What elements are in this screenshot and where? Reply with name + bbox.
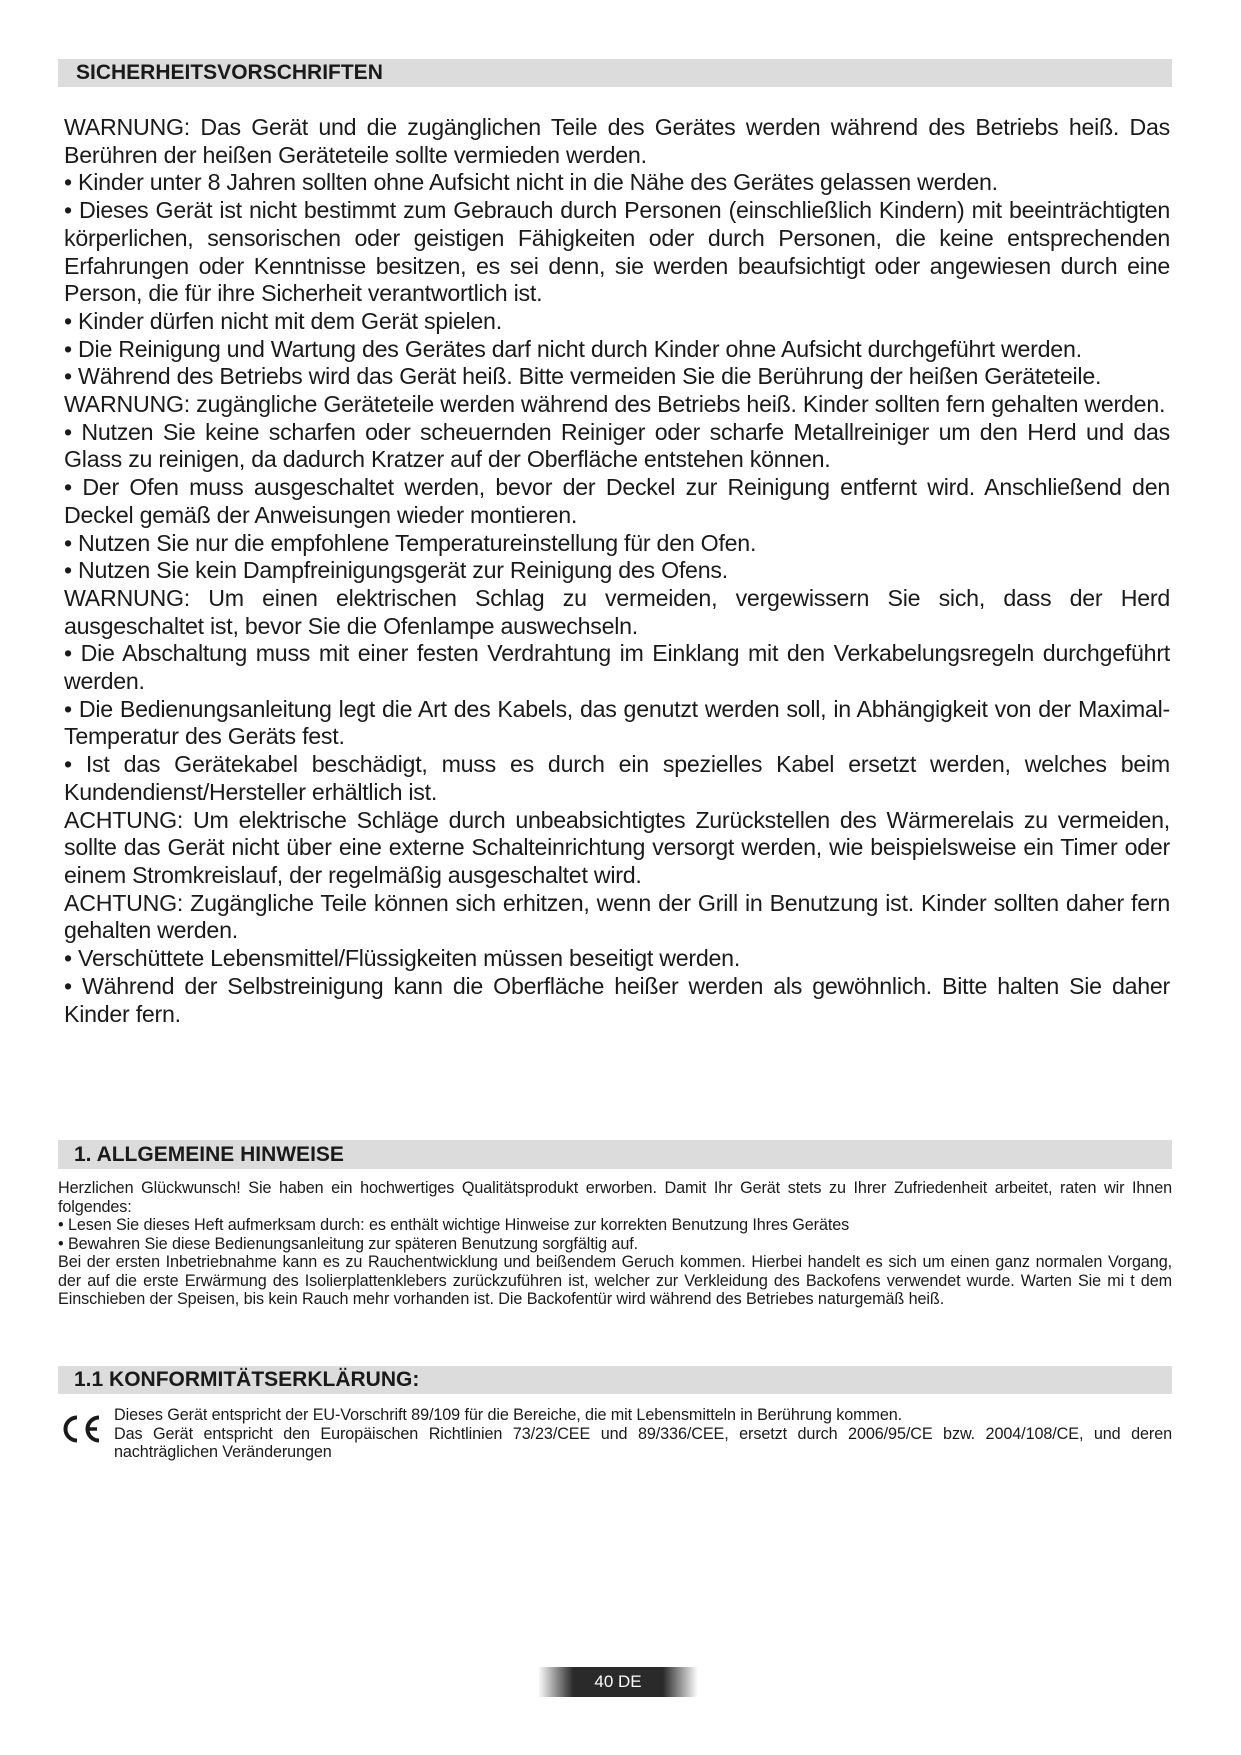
general-paragraph: • Lesen Sie dieses Heft aufmerksam durch: es enthält wichtige Hinweise zur korrekten Benutzung Ihres Gerätes	[58, 1216, 850, 1234]
page-number: 40 DE	[538, 1667, 698, 1697]
safety-paragraph: • Kinder unter 8 Jahren sollten ohne Aufsicht nicht in die Nähe des Gerätes gelassen werden.	[64, 169, 998, 196]
ce-mark-icon	[58, 1414, 102, 1444]
safety-paragraph: • Ist das Gerätekabel beschädigt, muss es durch ein spezielles Kabel ersetzt werden, welches beim Kundendienst/Hersteller erhältlich ist.	[64, 751, 1170, 805]
safety-paragraph: • Nutzen Sie keine scharfen oder scheuernden Reiniger oder scharfe Metallreiniger um den Herd und das Glass zu reinigen, da dadurch Kratzer auf der Oberfläche entstehen können.	[64, 418, 1170, 473]
general-paragraph: Bei der ersten Inbetriebnahme kann es zu Rauchentwicklung und beißendem Geruch kommen. Hierbei handelt es sich um einen ganz normalen Vorgang, der auf die erste Erwärmung des Isolierplattenklebers zurückzuführen ist, welcher zur Verkleidung des Backofens verwendet wurde. Warten Sie mi t dem Einschieben der Speisen, bis kein Rauch mehr vorhanden ist. Die Backofentür wird während des Betriebes naturgemäß heiß.	[58, 1253, 1172, 1308]
safety-instructions	[64, 114, 1170, 1028]
safety-paragraph: WARNUNG: Das Gerät und die zugänglichen Teile des Gerätes werden während des Betriebs heiß. Das Berühren der heißen Geräteteile sollte vermieden werden.	[64, 114, 1170, 168]
safety-paragraph: WARNUNG: zugängliche Geräteteile werden während des Betriebs heiß. Kinder sollten fern gehalten werden.	[64, 391, 1166, 418]
safety-paragraph: • Während der Selbstreinigung kann die Oberfläche heißer werden als gewöhnlich. Bitte halten Sie daher Kinder fern.	[64, 972, 1170, 1027]
conformity-line: Dieses Gerät entspricht der EU-Vorschrift 89/109 für die Bereiche, die mit Lebensmitteln in Berührung kommen.	[114, 1406, 903, 1424]
safety-paragraph: • Die Bedienungsanleitung legt die Art des Kabels, das genutzt werden soll, in Abhängigkeit von der Maximal-Temperatur des Geräts fest.	[64, 695, 1170, 750]
safety-paragraph: • Dieses Gerät ist nicht bestimmt zum Gebrauch durch Personen (einschließlich Kindern) mit beeinträchtigten körperlichen, sensorischen oder geistigen Fähigkeiten oder durch Personen, die keine entsprechenden Erfahrungen oder Kenntnisse besitzen, es sei denn, sie werden beaufsichtigt oder angewiesen durch eine Person, die für ihre Sicherheit verantwortlich ist.	[64, 197, 1170, 307]
section-heading-conformity: 1.1 KONFORMITÄTSERKLÄRUNG:	[58, 1366, 1172, 1394]
safety-paragraph: • Der Ofen muss ausgeschaltet werden, bevor der Deckel zur Reinigung entfernt wird. Anschließend den Deckel gemäß der Anweisungen wieder montieren.	[64, 474, 1170, 528]
safety-paragraph: • Nutzen Sie nur die empfohlene Temperatureinstellung für den Ofen.	[64, 529, 757, 556]
section-heading-safety: SICHERHEITSVORSCHRIFTEN	[58, 59, 1172, 87]
conformity-text	[114, 1406, 1172, 1462]
safety-paragraph: WARNUNG: Um einen elektrischen Schlag zu vermeiden, vergewissern Sie sich, dass der Herd ausgeschaltet ist, bevor Sie die Ofenlampe auswechseln.	[64, 584, 1170, 639]
safety-paragraph: • Nutzen Sie kein Dampfreinigungsgerät zur Reinigung des Ofens.	[64, 557, 728, 584]
safety-paragraph: • Die Abschaltung muss mit einer festen Verdrahtung im Einklang mit den Verkabelungsregeln durchgeführt werden.	[64, 640, 1170, 695]
conformity-line: Das Gerät entspricht den Europäischen Richtlinien 73/23/CEE und 89/336/CEE, ersetzt durch 2006/95/CE bzw. 2004/108/CE, und deren nachträglichen Veränderungen	[114, 1424, 1172, 1461]
safety-paragraph: • Während des Betriebs wird das Gerät heiß. Bitte vermeiden Sie die Berührung der heißen Geräteteile.	[64, 363, 1102, 390]
safety-paragraph: • Die Reinigung und Wartung des Gerätes darf nicht durch Kinder ohne Aufsicht durchgeführt werden.	[64, 335, 1082, 362]
safety-paragraph: ACHTUNG: Um elektrische Schläge durch unbeabsichtigtes Zurückstellen des Wärmerelais zu vermeiden, sollte das Gerät nicht über eine externe Schalteinrichtung versorgt werden, wie beispielsweise ein Timer oder einem Stromkreislauf, der regelmäßig ausgeschaltet wird.	[64, 806, 1170, 888]
section-heading-general: 1. ALLGEMEINE HINWEISE	[58, 1140, 1172, 1169]
safety-paragraph: ACHTUNG: Zugängliche Teile können sich erhitzen, wenn der Grill in Benutzung ist. Kinder sollten daher fern gehalten werden.	[64, 889, 1170, 944]
safety-paragraph: • Kinder dürfen nicht mit dem Gerät spielen.	[64, 307, 502, 334]
safety-paragraph: • Verschüttete Lebensmittel/Flüssigkeiten müssen beseitigt werden.	[64, 945, 741, 972]
general-paragraph: Herzlichen Glückwunsch! Sie haben ein hochwertiges Qualitätsprodukt erworben. Damit Ihr Gerät stets zu Ihrer Zufriedenheit arbeitet, raten wir Ihnen folgendes:	[58, 1179, 1172, 1216]
general-notes	[58, 1179, 1172, 1309]
general-paragraph: • Bewahren Sie diese Bedienungsanleitung zur späteren Benutzung sorgfältig auf.	[58, 1234, 639, 1253]
